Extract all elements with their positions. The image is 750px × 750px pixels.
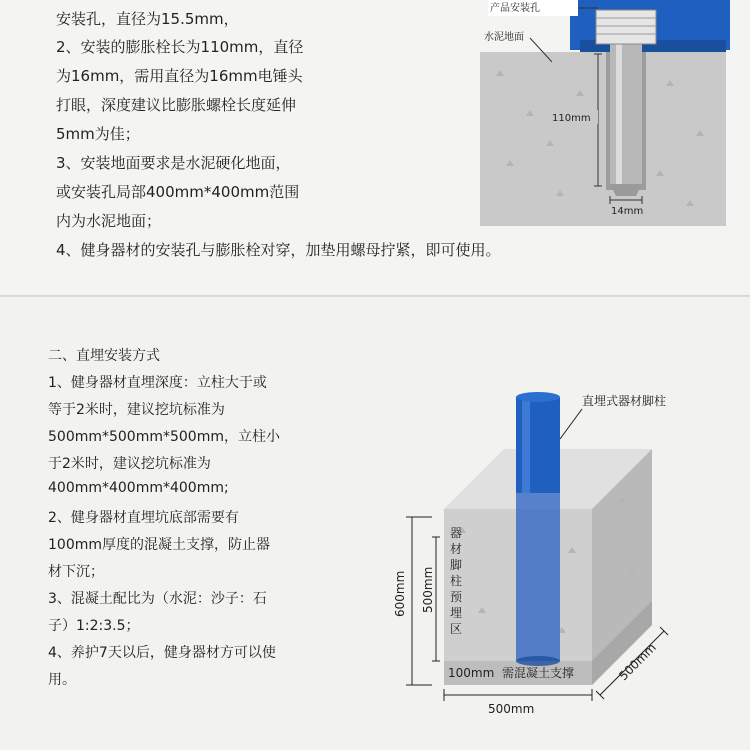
direct-burial-instructions (48, 297, 338, 717)
post-label: 直埋式器材脚柱 (582, 394, 667, 408)
pit-label-char: 预 (450, 590, 463, 604)
text-line: 4、养护7天以后，健身器材方可以使 (48, 645, 276, 661)
expansion-bolt-section (0, 0, 750, 296)
base-support-label: 需混凝土支撑 (502, 666, 575, 680)
pit-label-char: 区 (450, 622, 463, 636)
text-line: 3、混凝土配比为（水泥：沙子：石 (48, 591, 267, 607)
text-line: 2、安装的膨胀栓长为110mm，直径 (56, 38, 304, 56)
width-label: 500mm (488, 702, 535, 716)
bolt-diameter-label: 14mm (611, 206, 644, 217)
text-line: 2、健身器材直埋坑底部需要有 (48, 510, 239, 526)
depth-label: 500mm (616, 640, 659, 684)
text-line: 或安装孔局部400mm*400mm范围 (56, 183, 300, 201)
product-hole-label: 产品安装孔 (490, 3, 540, 14)
cement-floor-label: 水泥地面 (484, 32, 524, 43)
pit-label-char: 器 (450, 526, 463, 540)
text-line: 内为水泥地面； (56, 212, 162, 230)
text-line: 5mm为佳； (56, 125, 140, 143)
text-line: 4、健身器材的安装孔与膨胀栓对穿，加垫用螺母拧紧，即可使用。 (56, 241, 501, 259)
bolt-length-label: 110mm (552, 113, 591, 124)
text-line: 打眼，深度建议比膨胀螺栓长度延伸 (56, 96, 297, 114)
height-600-label: 600mm (393, 570, 407, 617)
text-line: 500mm*500mm*500mm，立柱小 (48, 429, 280, 445)
pit-label-char: 埋 (450, 606, 463, 620)
section-heading: 二、直埋安装方式 (48, 348, 160, 364)
pit-label-char: 材 (450, 542, 463, 556)
text-line: 用。 (48, 672, 76, 688)
pit-label-char: 脚 (450, 558, 463, 572)
text-line: 材下沉； (48, 564, 104, 580)
base-thickness-label: 100mm (448, 666, 495, 680)
text-line: 为16mm，需用直径为16mm电锤头 (56, 67, 303, 85)
text-line: 于2米时，建议挖坑标准为 (48, 456, 211, 472)
pit-depth-label: 500mm (421, 566, 435, 613)
text-line: 等于2米时，建议挖坑标准为 (48, 402, 225, 418)
text-line: 400mm*400mm*400mm; (48, 480, 229, 496)
text-line: 安装孔，直径为15.5mm， (56, 10, 239, 28)
pit-label-char: 柱 (450, 574, 463, 588)
direct-burial-diagram (392, 377, 698, 717)
text-line: 3、安装地面要求是水泥硬化地面， (56, 154, 291, 172)
direct-burial-section (0, 297, 750, 750)
text-line: 子）1:2:3.5； (48, 618, 140, 634)
expansion-bolt-diagram (470, 0, 730, 232)
text-line: 100mm厚度的混凝土支撑，防止器 (48, 537, 270, 553)
text-line: 1、健身器材直埋深度：立柱大于或 (48, 375, 267, 391)
